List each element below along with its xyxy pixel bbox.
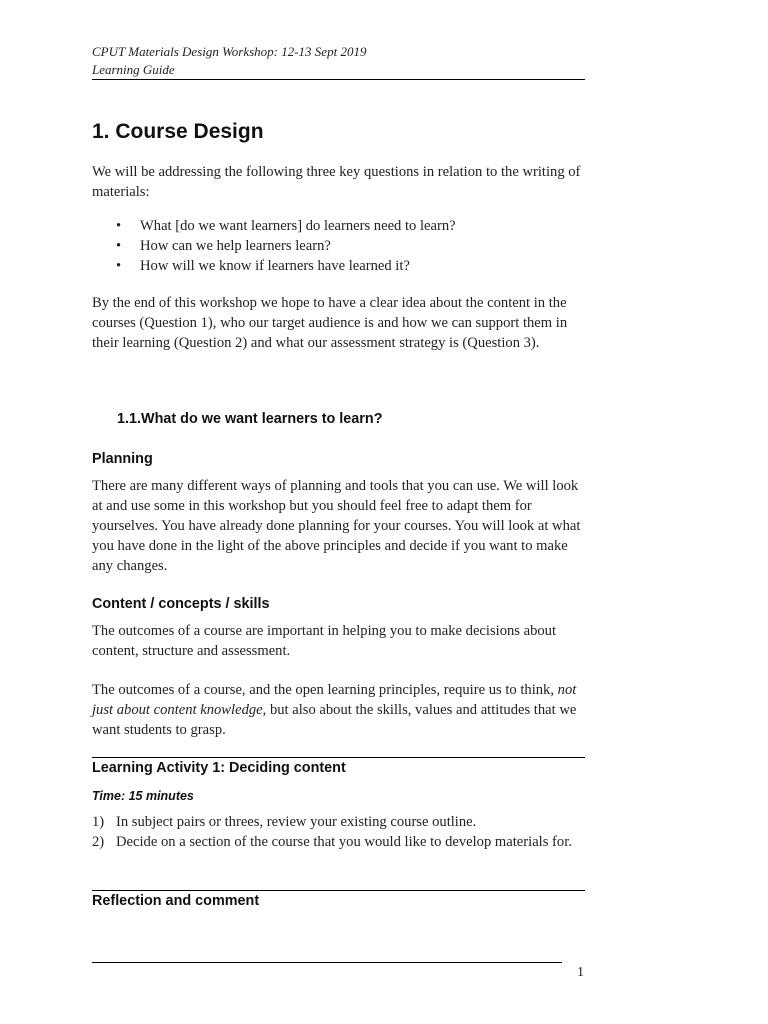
bullet-icon: • bbox=[116, 238, 122, 254]
emphasis-text: not just about content knowledge bbox=[92, 682, 577, 718]
content-heading: Content / concepts / skills bbox=[92, 596, 270, 612]
bullet-icon: • bbox=[116, 258, 122, 274]
list-item: • How will we know if learners have learned it? bbox=[116, 258, 410, 274]
activity-top-rule bbox=[92, 757, 585, 758]
activity-title: Learning Activity 1: Deciding content bbox=[92, 760, 346, 776]
content-paragraph-2: The outcomes of a course, and the open learning principles, require us to think, not just about content knowledge, but also about the skills, values and attitudes that we want students to grasp. bbox=[92, 682, 577, 738]
list-item: • What [do we want learners] do learners need to learn? bbox=[116, 218, 456, 234]
running-header-subtitle: Learning Guide bbox=[92, 62, 175, 77]
list-item: 2) Decide on a section of the course that you would like to develop materials for. bbox=[92, 834, 572, 850]
page-number: 1 bbox=[577, 965, 584, 980]
activity-time: Time: 15 minutes bbox=[92, 789, 194, 803]
planning-paragraph: There are many different ways of planning and tools that you can use. We will look at and use some in this workshop but you should feel free to adapt them for yourselves. You have already done planning for your courses. You will look at what you have done in the light of the above principles and decide if you want to make any changes. bbox=[92, 478, 581, 574]
summary-paragraph: By the end of this workshop we hope to have a clear idea about the content in the courses (Question 1), who our target audience is and how we can support them in their learning (Question 2) and what our assessment strategy is (Question 3). bbox=[92, 295, 568, 351]
subsection-title: 1.1.What do we want learners to learn? bbox=[117, 411, 383, 427]
intro-paragraph: We will be addressing the following three key questions in relation to the writing of materials: bbox=[92, 164, 581, 200]
list-item: • How can we help learners learn? bbox=[116, 238, 331, 254]
key-questions-list bbox=[112, 216, 456, 276]
list-item: 1) In subject pairs or threes, review your existing course outline. bbox=[92, 814, 477, 830]
activity-steps-list bbox=[92, 812, 572, 852]
reflection-top-rule bbox=[92, 890, 585, 891]
bullet-icon: • bbox=[116, 218, 122, 234]
reflection-title: Reflection and comment bbox=[92, 893, 260, 909]
planning-heading: Planning bbox=[92, 451, 153, 467]
content-paragraph-1: The outcomes of a course are important in helping you to make decisions about content, structure and assessment. bbox=[92, 623, 557, 659]
footer-rule bbox=[92, 962, 562, 963]
running-header-title: CPUT Materials Design Workshop: 12-13 Sept 2019 bbox=[92, 44, 367, 59]
header-rule bbox=[92, 79, 585, 80]
section-title: 1. Course Design bbox=[92, 120, 264, 143]
